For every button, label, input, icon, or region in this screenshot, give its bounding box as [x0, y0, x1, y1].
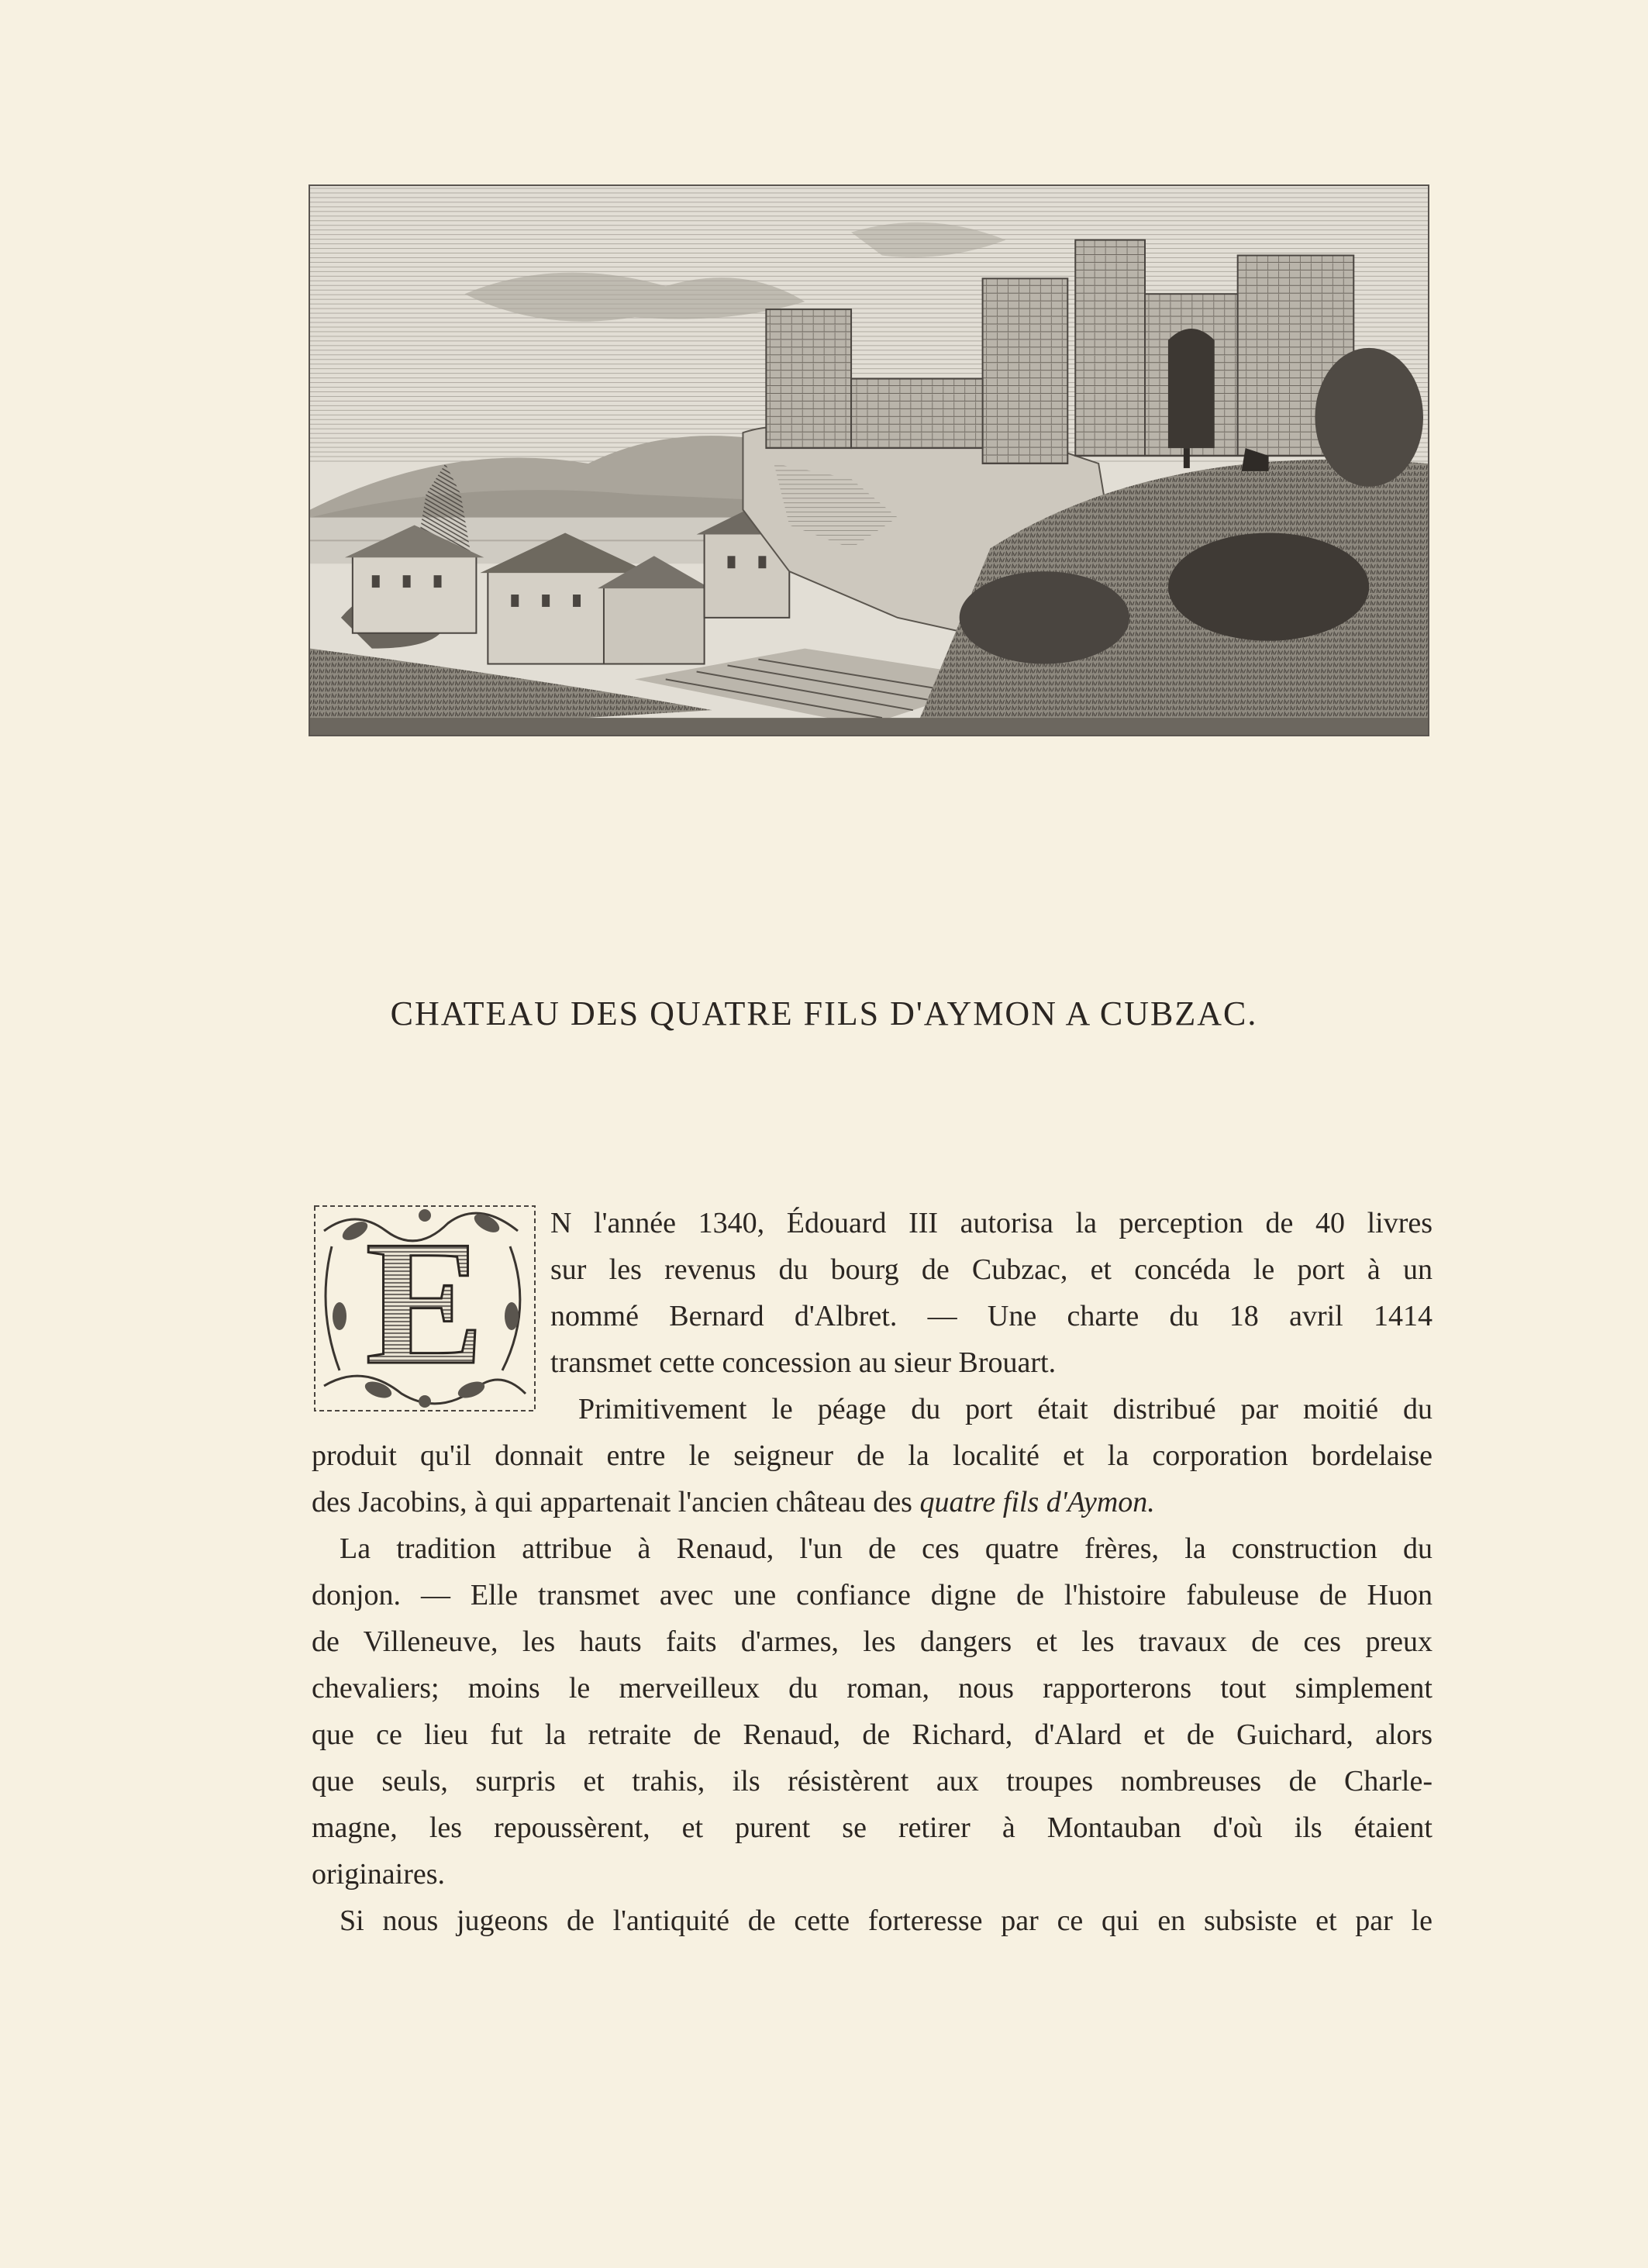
text-line: que seuls, surpris et trahis, ils résistèrent aux troupes nombreuses de Charle- — [312, 1765, 1433, 1798]
text-line: La tradition attribue à Renaud, l'un de ces quatre frères, la construction du — [340, 1532, 1433, 1565]
text-line: chevaliers; moins le merveilleux du roman, nous rapporterons tout simplement — [312, 1672, 1433, 1704]
castle-engraving-illustration — [309, 184, 1429, 736]
text-line: originaires. — [312, 1858, 446, 1891]
text-line: magne, les repoussèrent, et purent se retirer à Montauban d'où ils étaient — [312, 1811, 1433, 1844]
text-line: N l'année 1340, Édouard III autorisa la perception de 40 livres — [550, 1207, 1433, 1239]
text-line: que ce lieu fut la retraite de Renaud, de Richard, d'Alard et de Guichard, alors — [312, 1718, 1433, 1751]
text-line — [312, 1479, 1433, 1525]
paragraph-1 — [312, 1200, 1433, 1386]
paragraph-4 — [312, 1897, 1433, 1944]
text-line: de Villeneuve, les hauts faits d'armes, les dangers et les travaux de ces preux — [312, 1625, 1433, 1658]
italic-phrase: quatre fils d'Aymon. — [919, 1486, 1155, 1518]
text-line: sur les revenus du bourg de Cubzac, et concéda le port à un — [550, 1253, 1433, 1286]
paragraph-2 — [312, 1386, 1433, 1525]
text-line: donjon. — Elle transmet avec une confiance digne de l'histoire fabuleuse de Huon — [312, 1579, 1433, 1611]
paragraph-3 — [312, 1525, 1433, 1897]
text-line: nommé Bernard d'Albret. — Une charte du 18 avril 1414 — [550, 1300, 1433, 1332]
text-line: produit qu'il donnait entre le seigneur de la localité et la corporation bordelaise — [312, 1439, 1433, 1472]
castle-ruins-engraving — [310, 186, 1428, 735]
text-line: Si nous jugeons de l'antiquité de cette forteresse par ce qui en subsiste et par le — [340, 1904, 1433, 1937]
text-line: transmet cette concession au sieur Brouart. — [550, 1346, 1057, 1379]
text-segment: des Jacobins, à qui appartenait l'ancien château des — [312, 1486, 912, 1518]
body-text — [312, 1200, 1433, 1944]
initial-letter-text: E — [365, 1204, 484, 1401]
text-line: Primitivement le péage du port était distribué par moitié du — [578, 1393, 1433, 1425]
page-title: CHATEAU DES QUATRE FILS D'AYMON A CUBZAC. — [390, 994, 1258, 1032]
